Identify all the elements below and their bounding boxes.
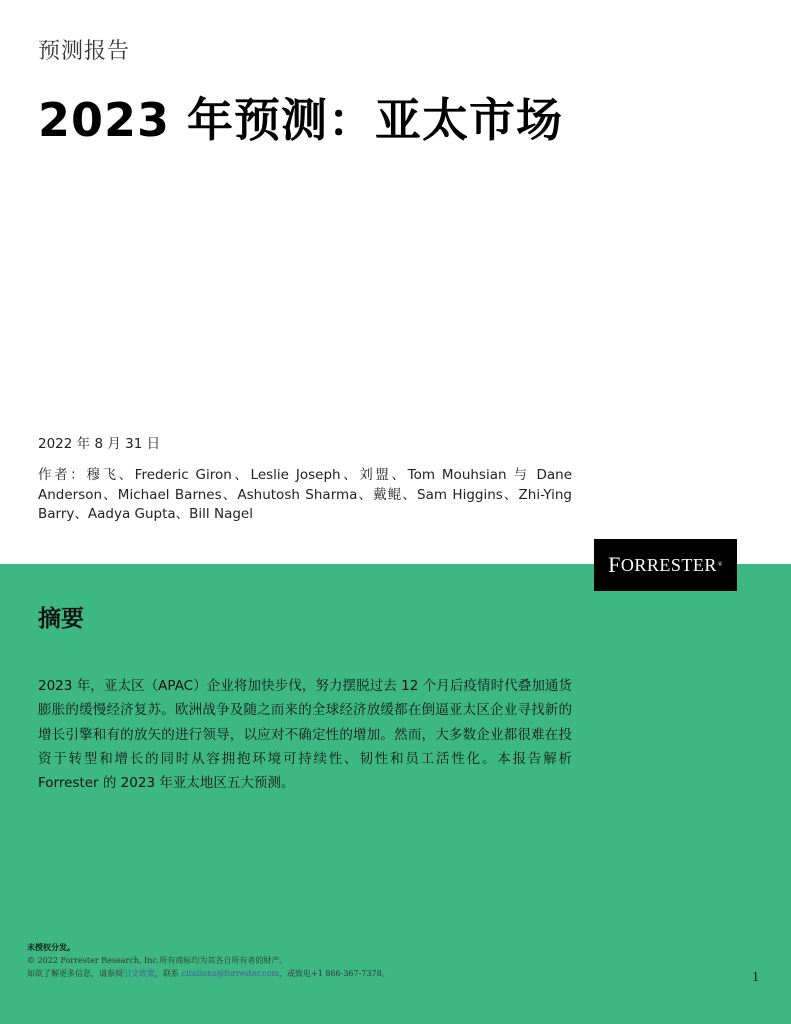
contact-prefix: 如欲了解更多信息，请参阅 — [27, 969, 123, 978]
contact-mid: ，联系 — [155, 969, 182, 978]
citations-email-link[interactable]: citations@forrester.com — [181, 969, 280, 978]
logo-trademark: ® — [717, 562, 723, 568]
legal-footer — [27, 941, 390, 980]
report-type-label: 预测报告 — [38, 39, 131, 64]
page-title: 2023 年预测：亚太市场 — [38, 93, 564, 147]
logo-rest: ORRESTER — [620, 554, 717, 575]
contact-line — [27, 967, 390, 980]
page-number: 1 — [752, 970, 759, 985]
publish-date: 2022 年 8 月 31 日 — [38, 436, 161, 452]
abstract-heading: 摘要 — [38, 606, 84, 632]
contact-suffix: ，或致电+1 866-367-7378。 — [279, 969, 390, 978]
logo-initial: F — [608, 552, 621, 577]
legal-notice: 未授权分发。 — [27, 942, 75, 952]
forrester-logo — [594, 539, 737, 591]
citation-policy-link[interactable]: 引文政策 — [123, 969, 155, 978]
abstract-body: 2023 年，亚太区（APAC）企业将加快步伐，努力摆脱过去 12 个月后疫情时代叠加通货膨胀的缓慢经济复苏。欧洲战争及随之而来的全球经济放缓都在倒逼亚太区企业寻找新的增长引擎和有的放矢的进行领导，以应对不确定性的增加。然而，大多数企业都很难在投资于转型和增长的同时从容拥抱环境可持续性、韧性和员工活性化。本报告解析 Forrester 的 2023 年亚太地区五大预测。 — [38, 678, 572, 792]
copyright-line: © 2022 Forrester Research, Inc.所有商标均为其各自所有者的财产。 — [27, 956, 288, 965]
authors-list: 作者：穆飞、Frederic Giron、Leslie Joseph、刘盟、Tom Mouhsian 与 Dane Anderson、Michael Barnes、Ashutosh Sharma、戴鲲、Sam Higgins、Zhi-Ying Barry、Aadya Gupta、Bill Nagel — [38, 467, 572, 522]
